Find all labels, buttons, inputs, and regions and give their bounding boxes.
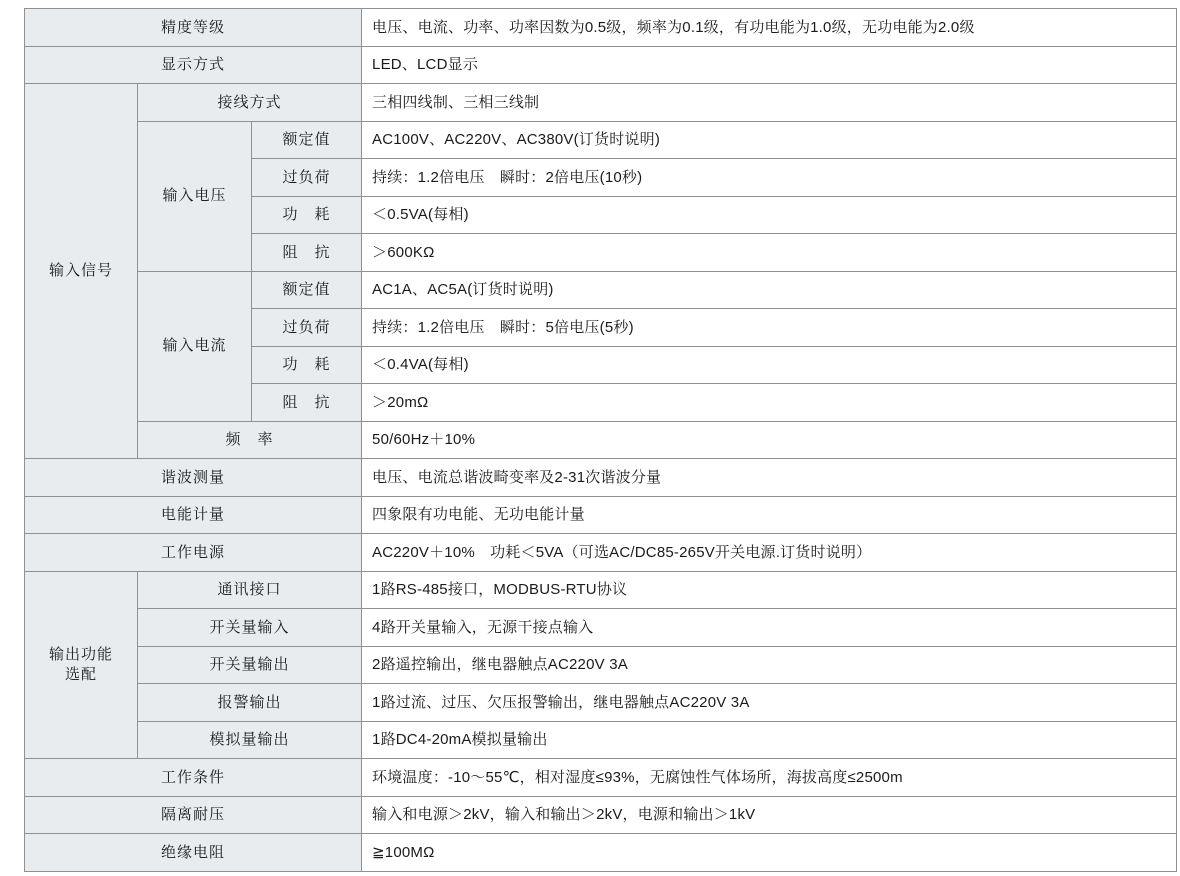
row-label-isolation-voltage: 隔离耐压 [25, 796, 362, 834]
row-label-display: 显示方式 [25, 46, 362, 84]
row-value-harmonic: 电压、电流总谐波畸变率及2-31次谐波分量 [362, 459, 1177, 497]
table-row [25, 609, 1177, 647]
specification-table [24, 8, 1177, 872]
table-row [25, 796, 1177, 834]
table-row [25, 121, 1177, 159]
row-value-power-supply: AC220V＋10% 功耗＜5VA（可选AC/DC85-265V开关电源.订货时说明） [362, 534, 1177, 572]
row-label-voltage-impedance: 阻 抗 [252, 234, 362, 272]
row-label-energy: 电能计量 [25, 496, 362, 534]
row-label-voltage-power: 功 耗 [252, 196, 362, 234]
row-label-frequency: 频 率 [138, 421, 362, 459]
row-label-input-signal: 输入信号 [25, 84, 138, 459]
table-row [25, 271, 1177, 309]
row-label-input-voltage: 输入电压 [138, 121, 252, 271]
row-label-current-overload: 过负荷 [252, 309, 362, 347]
row-label-current-rated: 额定值 [252, 271, 362, 309]
row-value-frequency: 50/60Hz＋10% [362, 421, 1177, 459]
table-row [25, 421, 1177, 459]
row-label-analog-output: 模拟量输出 [138, 721, 362, 759]
row-value-current-rated: AC1A、AC5A(订货时说明) [362, 271, 1177, 309]
row-label-output-function [25, 571, 138, 759]
row-label-alarm-output: 报警输出 [138, 684, 362, 722]
table-row [25, 534, 1177, 572]
row-value-voltage-overload: 持续：1.2倍电压 瞬时：2倍电压(10秒) [362, 159, 1177, 197]
row-value-alarm-output: 1路过流、过压、欠压报警输出，继电器触点AC220V 3A [362, 684, 1177, 722]
row-value-comm-port: 1路RS-485接口，MODBUS-RTU协议 [362, 571, 1177, 609]
table-row [25, 459, 1177, 497]
row-label-current-power: 功 耗 [252, 346, 362, 384]
row-value-accuracy: 电压、电流、功率、功率因数为0.5级，频率为0.1级，有功电能为1.0级，无功电能为2.0级 [362, 9, 1177, 47]
row-label-current-impedance: 阻 抗 [252, 384, 362, 422]
table-row [25, 646, 1177, 684]
row-value-voltage-rated: AC100V、AC220V、AC380V(订货时说明) [362, 121, 1177, 159]
row-label-input-current: 输入电流 [138, 271, 252, 421]
row-value-current-power: ＜0.4VA(每相) [362, 346, 1177, 384]
table-row [25, 684, 1177, 722]
row-label-voltage-overload: 过负荷 [252, 159, 362, 197]
row-label-working-condition: 工作条件 [25, 759, 362, 797]
row-label-accuracy: 精度等级 [25, 9, 362, 47]
row-label-power-supply: 工作电源 [25, 534, 362, 572]
table-row [25, 46, 1177, 84]
table-row [25, 84, 1177, 122]
row-value-isolation-voltage: 输入和电源＞2kV，输入和输出＞2kV，电源和输出＞1kV [362, 796, 1177, 834]
row-value-working-condition: 环境温度：-10～55℃，相对湿度≤93%，无腐蚀性气体场所，海拔高度≤2500m [362, 759, 1177, 797]
row-label-do: 开关量输出 [138, 646, 362, 684]
row-label-harmonic: 谐波测量 [25, 459, 362, 497]
row-value-voltage-impedance: ＞600KΩ [362, 234, 1177, 272]
row-value-energy: 四象限有功电能、无功电能计量 [362, 496, 1177, 534]
output-function-label-line2: 选配 [64, 665, 97, 683]
row-label-wiring: 接线方式 [138, 84, 362, 122]
row-value-di: 4路开关量输入，无源干接点输入 [362, 609, 1177, 647]
row-value-voltage-power: ＜0.5VA(每相) [362, 196, 1177, 234]
row-label-insulation-resistance: 绝缘电阻 [25, 834, 362, 872]
table-row [25, 571, 1177, 609]
row-value-insulation-resistance: ≧100MΩ [362, 834, 1177, 872]
row-label-di: 开关量输入 [138, 609, 362, 647]
row-label-comm-port: 通讯接口 [138, 571, 362, 609]
table-row [25, 759, 1177, 797]
row-label-voltage-rated: 额定值 [252, 121, 362, 159]
row-value-wiring: 三相四线制、三相三线制 [362, 84, 1177, 122]
table-row [25, 9, 1177, 47]
table-row [25, 496, 1177, 534]
table-row [25, 721, 1177, 759]
row-value-current-impedance: ＞20mΩ [362, 384, 1177, 422]
row-value-analog-output: 1路DC4-20mA模拟量输出 [362, 721, 1177, 759]
table-row [25, 834, 1177, 872]
row-value-do: 2路遥控输出，继电器触点AC220V 3A [362, 646, 1177, 684]
output-function-label-line1: 输出功能 [48, 646, 113, 664]
row-value-display: LED、LCD显示 [362, 46, 1177, 84]
row-value-current-overload: 持续：1.2倍电压 瞬时：5倍电压(5秒) [362, 309, 1177, 347]
